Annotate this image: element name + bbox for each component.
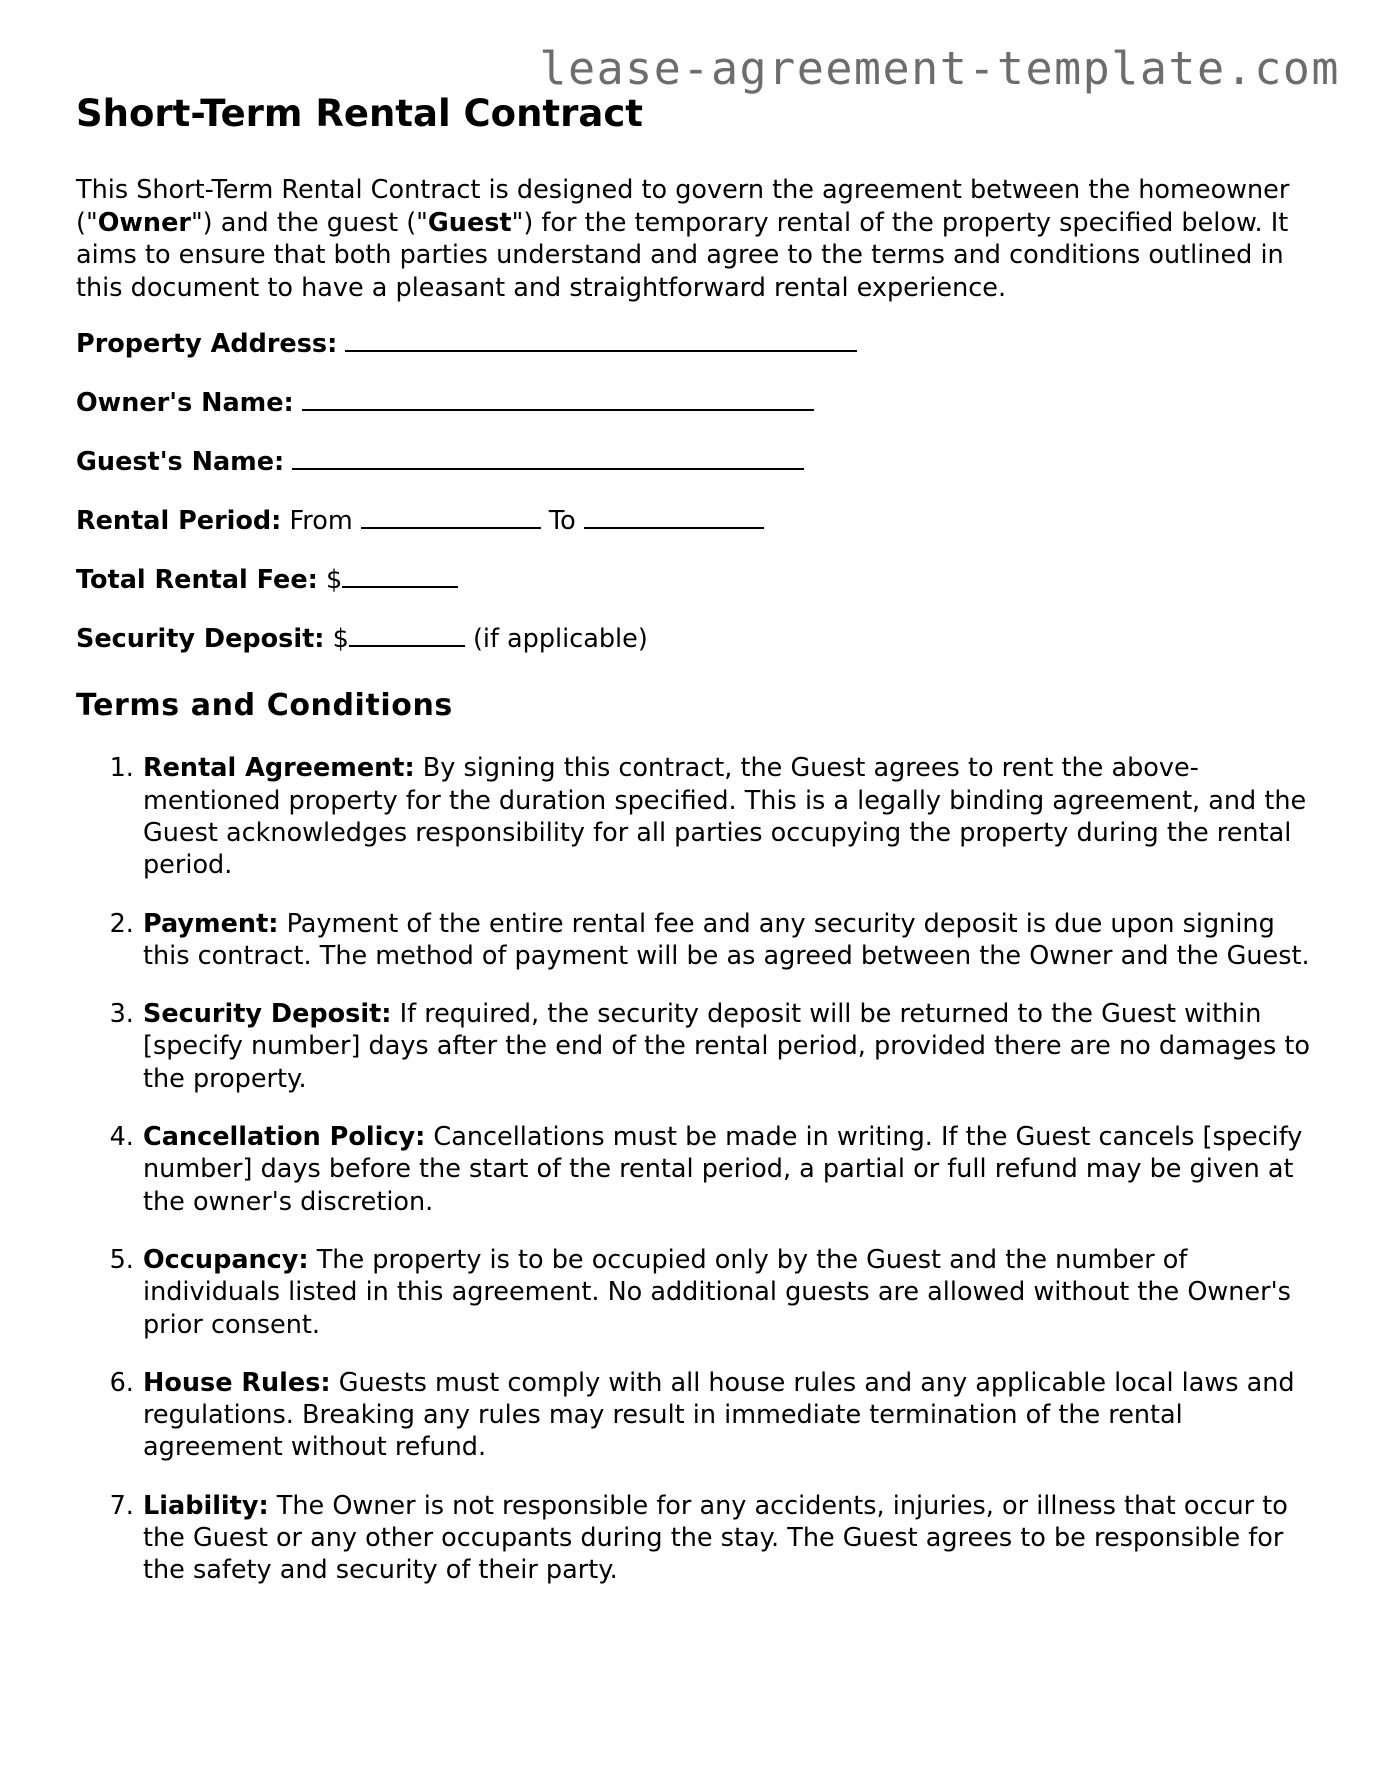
- owner-name-field: [76, 387, 1316, 419]
- if-applicable-note: (if applicable): [472, 624, 648, 655]
- term-text: Guests must comply with all house rules and any applicable local laws and regulations. Breaking any rules may result in immediate termination of the rental agreement without refund.: [143, 1367, 1295, 1463]
- terms-list: [76, 752, 1316, 1586]
- owner-term: Owner: [97, 207, 191, 238]
- total-fee-blank[interactable]: [342, 564, 458, 588]
- term-item: [142, 908, 1316, 973]
- total-fee-field: [76, 564, 1316, 596]
- security-deposit-label: Security Deposit:: [76, 624, 325, 655]
- term-item: [142, 1490, 1316, 1587]
- intro-paragraph: This Short-Term Rental Contract is designed to govern the agreement between the homeowner ("Owner") and the guest ("Guest") for the temporary rental of the property specified below. It aims to ensure that both parties understand and agree to the terms and conditions outlined in this document to have a pleasant and straightforward rental experience.: [76, 175, 1290, 303]
- term-title: Payment:: [143, 908, 279, 939]
- term-item: [142, 1367, 1316, 1464]
- term-item: [142, 1121, 1316, 1218]
- from-date-blank[interactable]: [361, 505, 541, 529]
- currency-symbol: $: [325, 565, 343, 596]
- term-text: The property is to be occupied only by the Guest and the number of individuals listed in this agreement. No additional guests are allowed without the Owner's prior consent.: [143, 1244, 1291, 1340]
- term-item: [142, 752, 1316, 881]
- guest-name-field: [76, 446, 1316, 478]
- term-text: Cancellations must be made in writing. If the Guest cancels [specify number] days before the start of the rental period, a partial or full refund may be given at the owner's discretion.: [143, 1122, 1303, 1217]
- to-date-blank[interactable]: [584, 505, 764, 529]
- currency-symbol: $: [332, 624, 349, 655]
- term-text: The Owner is not responsible for any accidents, injuries, or illness that occur to the Guest or any other occupants during the stay. The Guest agrees to be responsible for the safety and security of their party.: [143, 1490, 1288, 1586]
- term-title: Liability:: [143, 1490, 269, 1521]
- terms-heading: Terms and Conditions: [76, 688, 453, 724]
- term-text: By signing this contract, the Guest agrees to rent the above-mentioned property for the duration specified. This is a legally binding agreement, and the Guest acknowledges responsibility for all parties occupying the property during the rental period.: [143, 753, 1307, 881]
- term-text: If required, the security deposit will be returned to the Guest within [specify number] days after the end of the rental period, provided there are no damages to the property.: [143, 999, 1310, 1094]
- guest-name-label: Guest's Name:: [76, 447, 285, 478]
- total-fee-label: Total Rental Fee:: [76, 565, 318, 596]
- property-address-blank[interactable]: [345, 328, 857, 352]
- term-title: Security Deposit:: [143, 999, 392, 1030]
- rental-period-field: [76, 505, 1316, 537]
- owner-name-blank[interactable]: [302, 387, 814, 411]
- document-title: Short-Term Rental Contract: [76, 92, 643, 135]
- to-label: To: [548, 506, 576, 537]
- term-text: Payment of the entire rental fee and any security deposit is due upon signing this contract. The method of payment will be as agreed between the Owner and the Guest.: [143, 908, 1310, 971]
- document-page: [76, 92, 1316, 1613]
- owner-name-label: Owner's Name:: [76, 388, 294, 419]
- term-item: [142, 998, 1316, 1095]
- rental-period-label: Rental Period:: [76, 506, 282, 537]
- security-deposit-field: [76, 623, 1316, 655]
- guest-term: Guest: [427, 207, 512, 238]
- security-deposit-blank[interactable]: [349, 623, 465, 647]
- watermark: lease-agreement-template.com: [539, 42, 1340, 95]
- term-title: Rental Agreement:: [143, 753, 415, 784]
- term-title: House Rules:: [143, 1367, 331, 1398]
- term-title: Cancellation Policy:: [143, 1122, 426, 1153]
- property-address-label: Property Address:: [76, 329, 338, 360]
- term-item: [142, 1244, 1316, 1341]
- guest-name-blank[interactable]: [292, 446, 804, 470]
- term-title: Occupancy:: [143, 1244, 309, 1275]
- from-label: From: [289, 506, 353, 537]
- property-address-field: [76, 328, 1316, 360]
